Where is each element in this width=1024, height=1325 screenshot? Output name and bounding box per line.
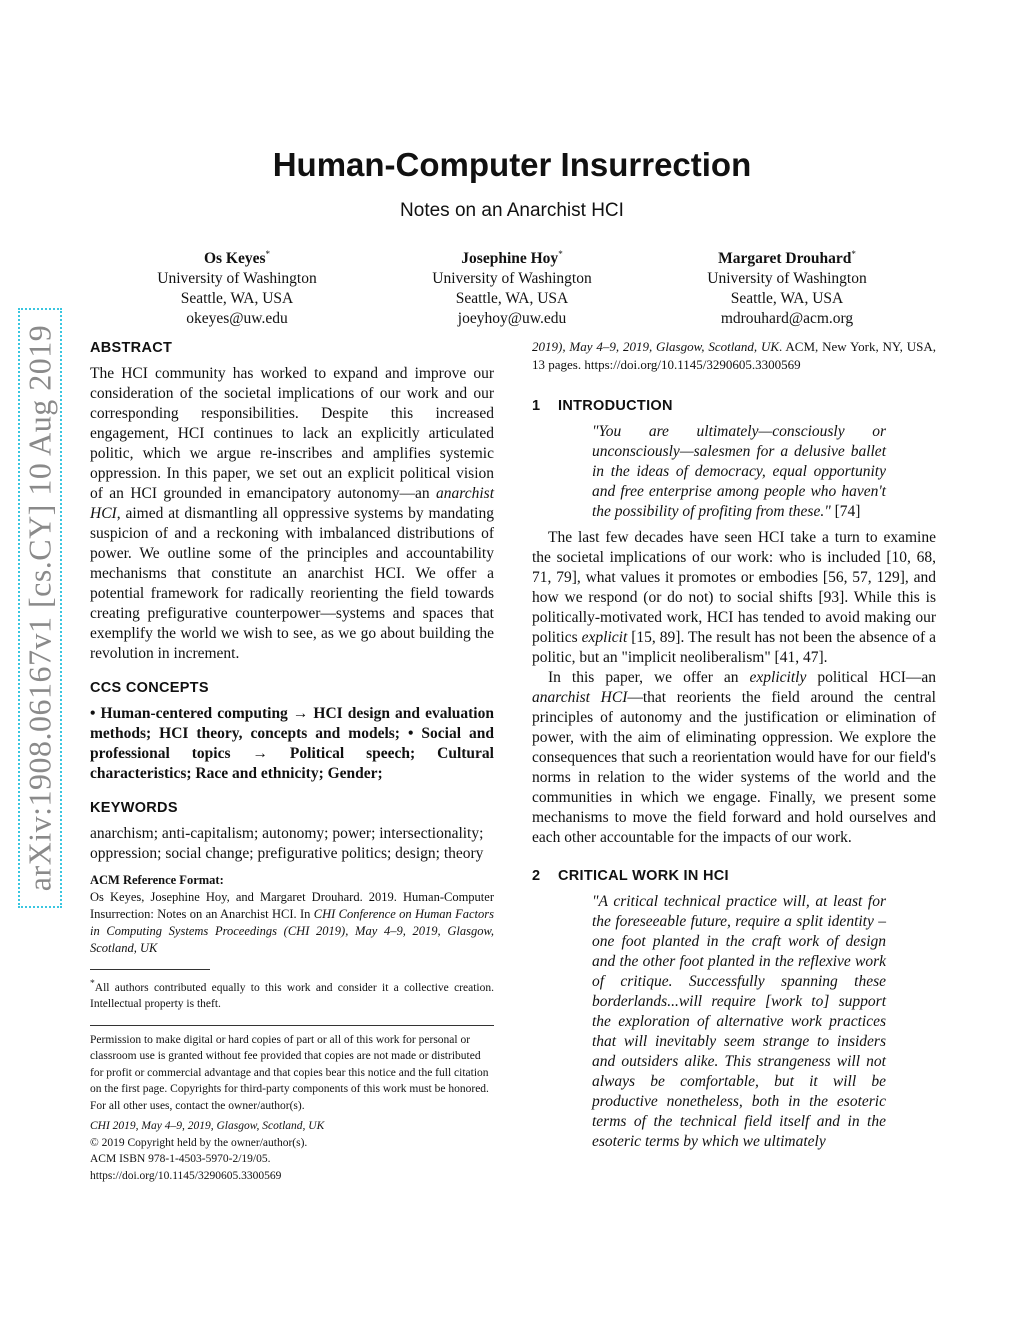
author-affiliation: University of Washington [432, 270, 592, 288]
intro-paragraph-1: The last few decades have seen HCI take a turn to examine the societal implications of our work: who is included [10, 68, 71, 79], what values it promotes or embodies [56, 57, 129], and how we respond (or do not) to social shifts [93]. While this is politically-motivated work, HCI has tended to avoid making our politics explicit [15, 89]. The result has not been the absence of a politic, but an "implicit neoliberalism" [41, 47]. [532, 529, 936, 666]
author-affiliation: University of Washington [157, 270, 317, 288]
keywords-heading: KEYWORDS [90, 800, 178, 816]
abstract-heading: ABSTRACT [90, 340, 173, 356]
reference-text: Os Keyes, Josephine Hoy, and Margaret Drouhard. 2019. Human-Computer Insurrection: Notes on an Anarchist HCI. In CHI Conference on Human Factors in Computing Systems Proceedings (CHI 2019), May 4–9, 2019, Glasgow, Scotland, UK [90, 890, 494, 955]
reference-continued: 2019), May 4–9, 2019, Glasgow, Scotland, UK. ACM, New York, NY, USA, 13 pages. https://doi.org/10.1145/3290605.3300569 [532, 339, 936, 372]
author-1 [117, 244, 357, 329]
right-column [532, 338, 936, 1152]
author-mark: * [851, 249, 856, 259]
critical-heading: 2 CRITICAL WORK IN HCI [532, 868, 729, 884]
author-affiliation: University of Washington [707, 270, 867, 288]
author-name: Margaret Drouhard [718, 250, 852, 268]
footnote-rule [90, 969, 210, 970]
author-email[interactable]: joeyhoy@uw.edu [457, 310, 567, 328]
permission-doi[interactable]: https://doi.org/10.1145/3290605.3300569 [90, 1169, 282, 1182]
abstract-text: The HCI community has worked to expand and improve our consideration of the societal implications of our work and our corresponding responsibilities. Despite this increased engagement, HCI continues to lack an explicitly articulated politic, which we argue re-inscribes and amplifies systemic oppression. In this paper, we set out an explicit political vision of an HCI grounded in emancipatory autonomy—an anarchist HCI, aimed at dismantling all oppressive systems by mandating suspicion of and a reckoning with imbalanced distributions of power. We outline some of the principles and accountability mechanisms that constitute an anarchist HCI. We offer a potential framework for radically reorienting the field towards creating prefigurative counterpower—systems and spaces that exemplify the world we wish to see, as we go about building the revolution in increment. [90, 365, 494, 662]
intro-quote: "You are ultimately—consciously or unconsciously—salesmen for a delusive ballet in the ideas of democracy, equal opportunity and free enterprise among people who haven't the possibility of profiting from these." [74] [592, 423, 886, 520]
ccs-text: • Human-centered computing → HCI design and evaluation methods; HCI theory, concepts and models; • Social and professional topics → Political speech; Cultural characteristics; Race and ethnicity; Gender; [90, 705, 494, 782]
permission-isbn: ACM ISBN 978-1-4503-5970-2/19/05. [90, 1153, 271, 1166]
keywords-text: anarchism; anti-capitalism; autonomy; power; intersectionality; oppression; social change; prefigurative politics; design; theory [90, 825, 484, 862]
author-mark: * [265, 249, 271, 259]
arxiv-stamp [18, 308, 62, 908]
author-mark: * [558, 249, 563, 259]
permission-text: Permission to make digital or hard copies of part or all of this work for personal or classroom use is granted without fee provided that copies are not made or distributed for profit or commercial advantage and that copies bear this notice and the full citation on the first page. Copyrights for third-party components of this work must be honored. For all other uses, contact the owner/author(s). [90, 1033, 489, 1112]
author-name: Josephine Hoy [461, 250, 559, 268]
intro-heading: 1 INTRODUCTION [532, 398, 673, 414]
author-2 [392, 244, 632, 329]
critical-quote: "A critical technical practice will, at least for the foreseeable future, require a split identity – one foot planted in the craft work of design and the other foot planted in the reflexive work of critique. Successfully spanning these borderlands...will require [work to] support the exploration of alternative work practices that will inevitably seem strange to insiders and outsiders alike. This strangeness will not always be comfortable, but it will be productive nonetheless, both in the esoteric terms of the technical field itself and in the esoteric terms by which we ultimately [592, 893, 886, 1150]
ccs-heading: CCS CONCEPTS [90, 680, 209, 696]
author-3 [667, 244, 907, 329]
intro-paragraph-2: In this paper, we offer an explicitly political HCI—an anarchist HCI—that reorients the field around the central principles of autonomy and the justification or elimination of power, with the aim of eliminating oppression. We explore the consequences that such a reorientation would have for our field's norms in relation to the wider systems of the world and the communities in which we engage. Finally, we present some mechanisms to move the field forward and hold ourselves and each other accountable for the impacts of our work. [532, 669, 936, 846]
permission-rule [90, 1025, 494, 1026]
author-email[interactable]: okeyes@uw.edu [186, 310, 288, 328]
paper-title: Human-Computer Insurrection [272, 146, 752, 183]
arxiv-id: arXiv:1908.06167v1 [cs.CY] 10 Aug 2019 [21, 324, 58, 892]
author-location: Seattle, WA, USA [730, 290, 844, 308]
author-email[interactable]: mdrouhard@acm.org [720, 310, 854, 328]
author-location: Seattle, WA, USA [455, 290, 569, 308]
footnote: *All authors contributed equally to this work and consider it a collective creation. Intellectual property is theft. [90, 978, 494, 1011]
author-name: Os Keyes [203, 250, 266, 268]
permission-venue: CHI 2019, May 4–9, 2019, Glasgow, Scotland, UK [90, 1120, 325, 1133]
left-column [90, 338, 494, 1184]
reference-heading: ACM Reference Format: [90, 873, 224, 887]
author-location: Seattle, WA, USA [180, 290, 294, 308]
permission-copyright: © 2019 Copyright held by the owner/author(s). [90, 1136, 308, 1149]
paper-subtitle: Notes on an Anarchist HCI [400, 200, 624, 221]
